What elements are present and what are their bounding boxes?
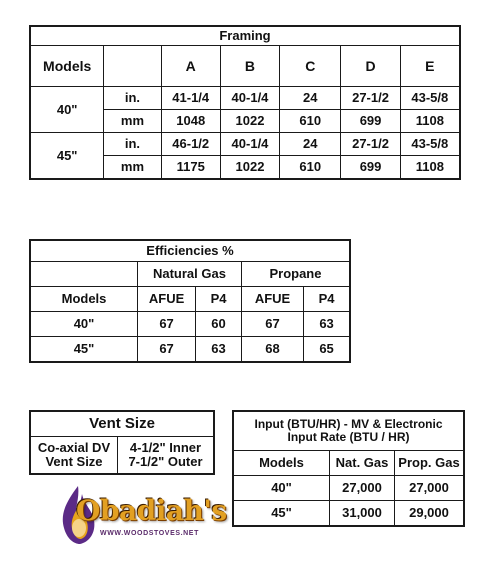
efficiencies-cell: 60 [196, 312, 242, 337]
framing-cell: 1108 [400, 110, 460, 133]
input-rate-title-line1: Input (BTU/HR) - MV & Electronic [254, 417, 443, 432]
framing-model-45: 45" [30, 133, 104, 180]
table-row [233, 501, 464, 527]
framing-cell: 27-1/2 [341, 87, 400, 110]
efficiencies-header-afue: AFUE [138, 287, 196, 312]
framing-cell: 24 [280, 87, 341, 110]
efficiencies-model: 40" [30, 312, 138, 337]
framing-cell: 43-5/8 [400, 87, 460, 110]
framing-cell: 24 [280, 133, 341, 156]
input-model: 40" [233, 476, 330, 501]
framing-table [29, 25, 461, 180]
framing-header-b: B [220, 46, 279, 87]
framing-unit: mm [104, 110, 161, 133]
efficiencies-header-row [30, 287, 350, 312]
efficiencies-header-p4: P4 [196, 287, 242, 312]
input-header-prop-gas: Prop. Gas [395, 451, 465, 476]
input-header-nat-gas: Nat. Gas [330, 451, 395, 476]
framing-cell: 1048 [161, 110, 220, 133]
table-row [30, 337, 350, 363]
efficiencies-cell: 67 [138, 337, 196, 363]
framing-header-row [30, 46, 460, 87]
framing-cell: 1022 [220, 110, 279, 133]
efficiencies-header-afue: AFUE [241, 287, 303, 312]
efficiencies-header-models: Models [30, 287, 138, 312]
framing-cell: 610 [280, 156, 341, 180]
framing-header-models: Models [30, 46, 104, 87]
input-rate-table [232, 410, 465, 527]
framing-header-e: E [400, 46, 460, 87]
vent-size-table [29, 410, 215, 475]
efficiencies-title: Efficiencies % [30, 240, 350, 262]
table-row [233, 476, 464, 501]
framing-header-unit [104, 46, 161, 87]
vent-size-title: Vent Size [30, 411, 214, 437]
logo-url: WWW.WOODSTOVES.NET [100, 530, 199, 537]
framing-model-40: 40" [30, 87, 104, 133]
efficiencies-cell: 63 [304, 312, 350, 337]
input-cell: 27,000 [330, 476, 395, 501]
efficiencies-group-propane: Propane [241, 262, 350, 287]
input-cell: 27,000 [395, 476, 465, 501]
vent-size-outer: 7-1/2" Outer [128, 454, 203, 469]
table-row [30, 133, 460, 156]
framing-cell: 1175 [161, 156, 220, 180]
efficiencies-cell: 68 [241, 337, 303, 363]
efficiencies-table [29, 239, 351, 363]
efficiencies-cell: 67 [241, 312, 303, 337]
efficiencies-cell: 67 [138, 312, 196, 337]
vent-size-label-line2: Vent Size [45, 454, 103, 469]
framing-cell: 27-1/2 [341, 133, 400, 156]
framing-cell: 699 [341, 156, 400, 180]
framing-title: Framing [30, 26, 460, 46]
vent-size-label-line1: Co-axial DV [37, 440, 111, 456]
framing-header-c: C [280, 46, 341, 87]
input-rate-header-row [233, 451, 464, 476]
efficiencies-model: 45" [30, 337, 138, 363]
framing-cell: 1022 [220, 156, 279, 180]
efficiencies-group-natural-gas: Natural Gas [138, 262, 242, 287]
framing-cell: 43-5/8 [400, 133, 460, 156]
logo-wordmark: Obadiah's [76, 494, 227, 527]
framing-header-d: D [341, 46, 400, 87]
framing-cell: 40-1/4 [220, 133, 279, 156]
framing-unit: in. [104, 133, 161, 156]
input-cell: 31,000 [330, 501, 395, 527]
vent-size-value [118, 437, 215, 475]
vent-size-label [30, 437, 118, 475]
input-rate-title-line2: Input Rate (BTU / HR) [287, 430, 410, 444]
input-model: 45" [233, 501, 330, 527]
framing-cell: 41-1/4 [161, 87, 220, 110]
obadiahs-logo[interactable] [58, 484, 227, 554]
framing-unit: mm [104, 156, 161, 180]
framing-cell: 40-1/4 [220, 87, 279, 110]
table-row [30, 312, 350, 337]
framing-cell: 46-1/2 [161, 133, 220, 156]
table-row [30, 87, 460, 110]
input-rate-title [233, 411, 464, 451]
efficiencies-cell: 65 [304, 337, 350, 363]
framing-cell: 699 [341, 110, 400, 133]
framing-header-a: A [161, 46, 220, 87]
input-header-models: Models [233, 451, 330, 476]
vent-size-inner: 4-1/2" Inner [129, 440, 202, 456]
input-cell: 29,000 [395, 501, 465, 527]
framing-unit: in. [104, 87, 161, 110]
framing-cell: 610 [280, 110, 341, 133]
efficiencies-cell: 63 [196, 337, 242, 363]
efficiencies-header-p4: P4 [304, 287, 350, 312]
framing-cell: 1108 [400, 156, 460, 180]
